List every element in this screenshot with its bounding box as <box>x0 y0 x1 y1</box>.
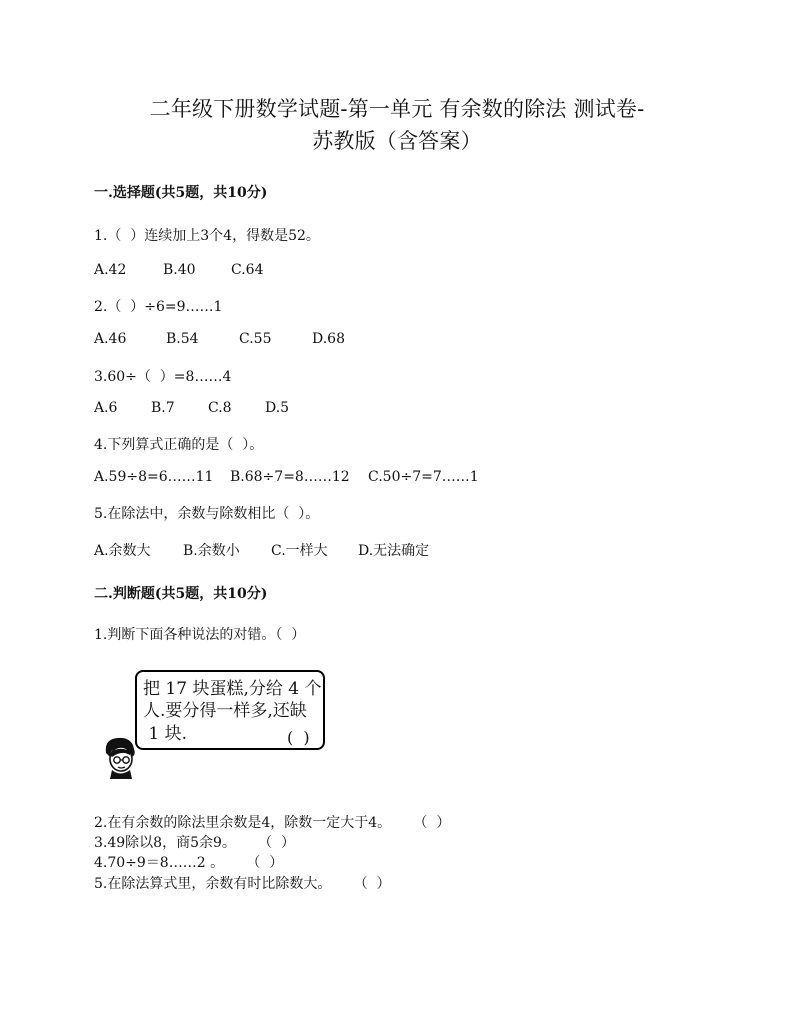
option-d[interactable]: D.无法确定 <box>358 543 430 559</box>
question-3: 3.60÷（ ）=8……4 <box>94 369 232 385</box>
option-a[interactable]: A.46 <box>94 331 127 347</box>
judge-question-3: 3.49除以8，商5余9。 （ ） <box>94 835 296 851</box>
option-b[interactable]: B.7 <box>151 400 175 416</box>
question-5: 5.在除法中，余数与除数相比（ ）。 <box>94 506 320 522</box>
option-c[interactable]: C.64 <box>231 262 264 278</box>
option-a[interactable]: A.42 <box>94 262 127 278</box>
option-b[interactable]: B.68÷7=8……12 <box>230 469 350 485</box>
bubble-answer-paren[interactable]: ( ) <box>287 728 310 747</box>
option-c[interactable]: C.50÷7=7……1 <box>368 469 479 485</box>
option-b[interactable]: B.余数小 <box>183 543 240 559</box>
judge-question-5: 5.在除法算式里，余数有时比除数大。 （ ） <box>94 876 391 892</box>
option-a[interactable]: A.6 <box>94 400 118 416</box>
section-heading-judgement: 二.判断题(共5题，共10分) <box>94 586 268 602</box>
bubble-text-line3: 1 块. <box>143 724 188 744</box>
option-c[interactable]: C.55 <box>239 331 272 347</box>
doc-title-line2: 苏教版（含答案） <box>312 129 482 153</box>
question-2: 2.（ ）÷6=9……1 <box>94 299 223 315</box>
judge-question-4: 4.70÷9＝8……2 。 （ ） <box>94 855 284 871</box>
option-c[interactable]: C.8 <box>208 400 232 416</box>
cartoon-boy-icon <box>100 735 140 779</box>
option-a[interactable]: A.余数大 <box>94 543 151 559</box>
question-4: 4.下列算式正确的是（ ）。 <box>94 437 264 453</box>
doc-title-line1: 二年级下册数学试题-第一单元 有余数的除法 测试卷- <box>149 97 645 121</box>
option-b[interactable]: B.54 <box>166 331 199 347</box>
option-d[interactable]: D.68 <box>312 331 345 347</box>
option-d[interactable]: D.5 <box>265 400 290 416</box>
judge-question-1: 1.判断下面各种说法的对错。（ ） <box>94 627 306 643</box>
bubble-text-line1: 把 17 块蛋糕,分给 4 个 <box>143 679 322 699</box>
section-heading-choice: 一.选择题(共5题，共10分) <box>94 185 268 201</box>
question-1: 1.（ ）连续加上3个4，得数是52。 <box>94 228 320 244</box>
judge-question-2: 2.在有余数的除法里余数是4，除数一定大于4。 （ ） <box>94 815 451 831</box>
option-a[interactable]: A.59÷8=6……11 <box>94 469 214 485</box>
option-c[interactable]: C.一样大 <box>271 543 328 559</box>
bubble-text-line2: 人.要分得一样多,还缺 <box>143 701 307 721</box>
option-b[interactable]: B.40 <box>163 262 196 278</box>
speech-bubble <box>135 670 325 750</box>
